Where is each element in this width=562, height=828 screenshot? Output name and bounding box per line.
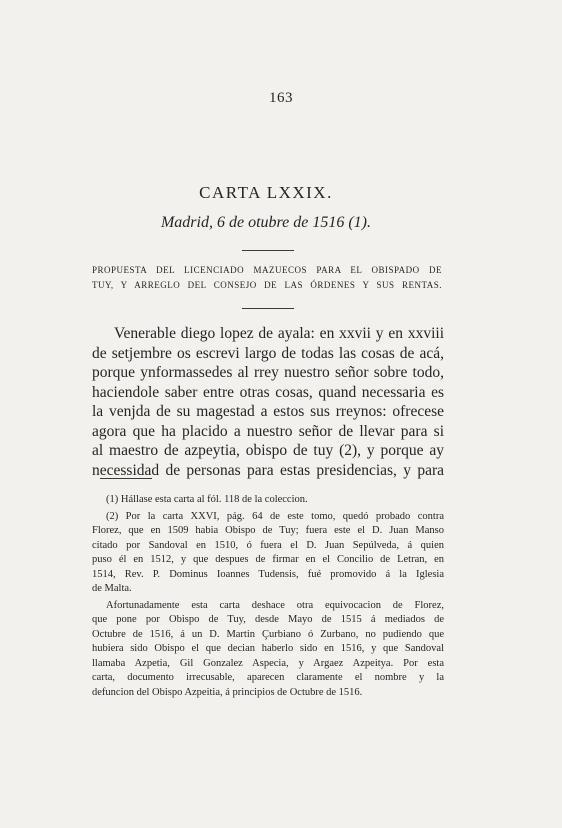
footnote-divider	[100, 478, 152, 479]
footnote-2-line: citado por Sandoval en 1510, ó fuera el D. Juan Sepúlveda, á quien	[92, 539, 444, 551]
body-line: necessidad de personas para estas presidencias, y para	[92, 461, 444, 479]
heading-line: TUY, Y ARREGLO DEL CONSEJO DE LAS ÓRDENES Y SUS RENTAS.	[92, 280, 442, 290]
footnote-1: (1) Hállase esta carta al fól. 118 de la coleccion.	[106, 494, 308, 505]
footnote-2-line: (2) Por la carta XXVI, pág. 64 de este tomo, quedó probado contra	[106, 510, 444, 522]
body-line: de setjembre os escrevi largo de todas las cosas de acá,	[92, 344, 444, 362]
heading-line: PROPUESTA DEL LICENCIADO MAZUECOS PARA EL OBISPADO DE	[92, 265, 442, 275]
body-line: agora que ha placido a nuestro señor de llevar para si	[92, 422, 444, 440]
footnote-2-line: de Malta.	[92, 583, 132, 594]
body-line: porque ynformassedes al rrey nuestro señor sobre todo,	[92, 364, 444, 381]
title-divider	[242, 250, 294, 251]
footnote-3-line: que pone por Obispo de Tuy, desde Mayo de 1515 á mediados de	[92, 614, 444, 625]
footnote-2-line: puso él en 1512, y que despues de firmar en el Concilio de Letran, en	[92, 554, 444, 565]
footnote-2-line: 1514, Rev. P. Dominus Ioannes Tudensis, fué promovido á la Iglesia	[92, 568, 444, 580]
footnote-3-line: Afortunadamente esta carta deshace otra equivocacion de Florez,	[106, 599, 444, 611]
letter-summary-heading	[92, 263, 442, 293]
footnote-2-line: Florez, que en 1509 habia Obispo de Tuy; fuera este el D. Juan Manso	[92, 525, 444, 536]
body-line: Venerable diego lopez de ayala: en xxvii y en xxviii	[114, 325, 444, 342]
footnote-3-line: llamaba Azpetia, Gil Gonzalez Aspecia, y Argaez Azpeitya. Por esta	[92, 657, 444, 669]
letter-title: CARTA LXXIX.	[199, 183, 333, 202]
letter-body	[92, 324, 444, 480]
body-line: haciendole saber entre otras cosas, quand necessaria es	[92, 383, 444, 401]
footnotes	[92, 493, 444, 700]
letter-dateline: Madrid, 6 de otubre de 1516 (1).	[160, 214, 372, 231]
footnote-3-line: carta, documento irrecusable, aparecen claramente el nombre y la	[92, 672, 444, 683]
page-number: 163	[269, 90, 293, 106]
heading-divider	[242, 308, 294, 309]
footnote-3-line: defuncion del Obispo Azpeitia, á principios de Octubre de 1516.	[92, 686, 363, 698]
body-line: la venjda de su magestad a estos sus rreynos: ofrecese	[92, 403, 444, 420]
body-line: al maestro de azpeytia, obispo de tuy (2), y porque ay	[92, 442, 444, 459]
footnote-3-line: Octubre de 1516, á un D. Martin Çurbiano ó Zurbano, no pudiendo que	[92, 628, 444, 640]
footnote-3-line: hubiera sido Obispo el que decian haberlo sido en 1516, y que Sandoval	[92, 643, 444, 654]
